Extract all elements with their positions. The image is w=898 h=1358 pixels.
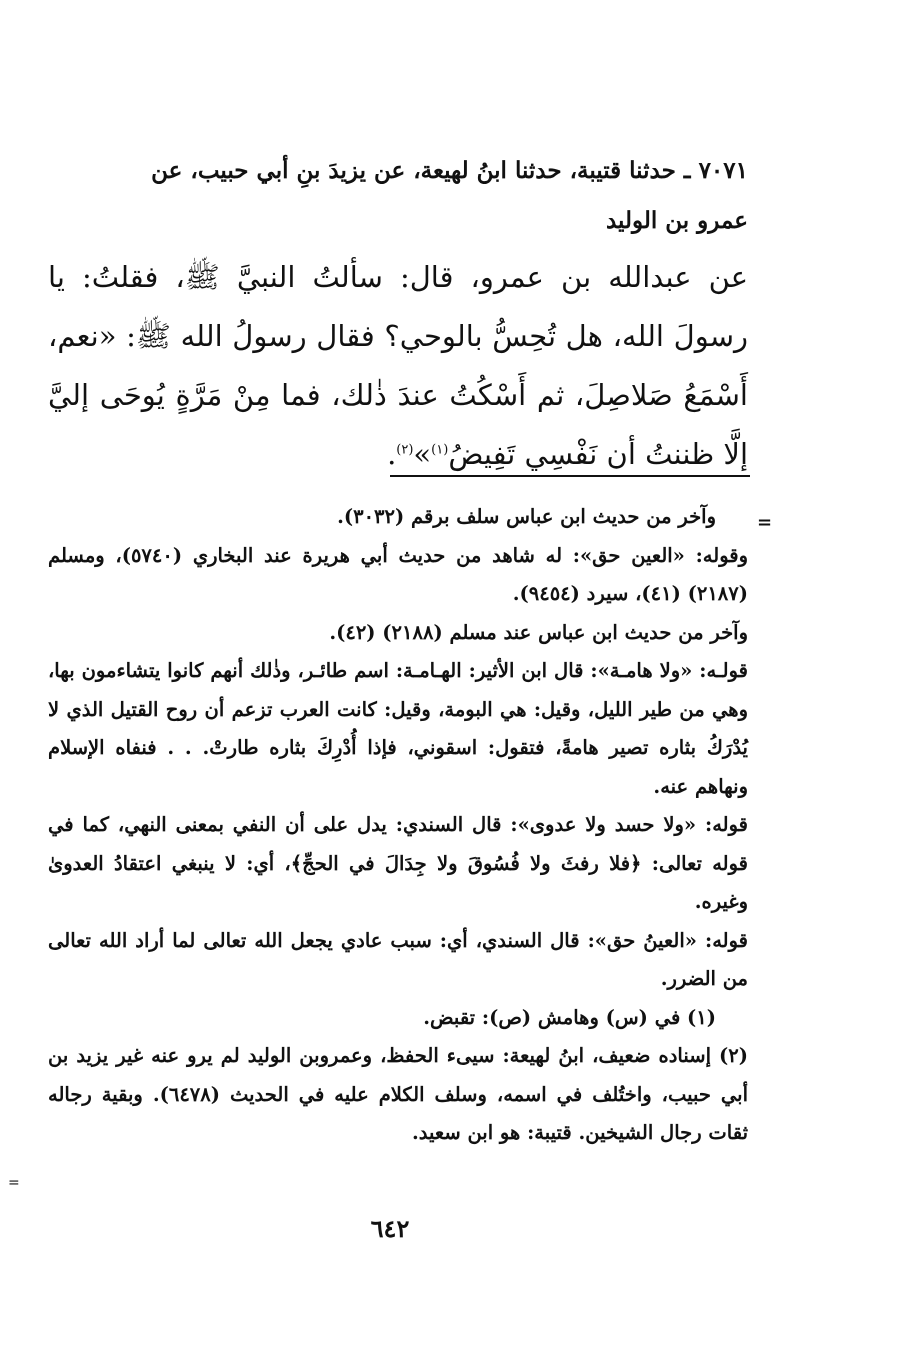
continuation-marker: = bbox=[757, 512, 773, 533]
hadith-text bbox=[48, 248, 748, 484]
note-paragraph: قوله: «العينُ حق»: قال السندي، أي: سبب عادي يجعل الله تعالى لما أراد الله تعالى من الضرر. bbox=[48, 928, 748, 990]
edge-mark: = bbox=[8, 1175, 20, 1191]
footnote-2: (٢) إسناده ضعيف، ابنُ لهيعة: سيىء الحفظ، وعمروبن الوليد لم يرو عنه غير يزيد بن أبي حبيب، واختُلف في اسمه، وسلف الكلام عليه في الحديث (٦٤٧٨). وبقية رجاله ثقات رجال الشيخين. قتيبة: هو ابن سعيد. bbox=[48, 1044, 748, 1144]
footnote-ref-2: (٢) bbox=[396, 442, 414, 458]
chain-line-2: عمرو بن الوليد bbox=[605, 207, 748, 234]
note-paragraph: قولـه: «ولا هامـة»: قال ابن الأثير: الهـامـة: اسم طائـر، وذٰلك أنهم كانوا يتشاءمون بها، وهي من طير الليل، وقيل: هي البومة، وقيل: كانت العرب تزعم أن روح القتيل الذي لا يُدْرَكُ بثاره تصير هامةً، فتقول: اسقوني، فإذا أُدْرِكَ بثاره طارتْ. . . فنفاه الإسلام ونهاهم عنه. bbox=[48, 659, 748, 798]
note-paragraph: وقوله: «العين حق»: له شاهد من حديث أبي هريرة عند البخاري (٥٧٤٠)، ومسلم (٢١٨٧) (٤١)، سيرد (٩٤٥٤). bbox=[48, 543, 749, 605]
footnotes bbox=[48, 498, 748, 1153]
hadith-body: عن عبدالله بن عمرو، قال: سألتُ النبيَّ ﷺ، فقلتُ: يا رسولَ الله، هل تُحِسُّ بالوحي؟ فقال رسولُ الله ﷺ: «نعم، أَسْمَعُ صَلاصِلَ، ثم أَسْكُتُ عندَ ذٰلك، فما مِنْ مَرَّةٍ يُوحَى إليَّ إلَّا ظننتُ أن نَفْسِي تَفِيضُ bbox=[48, 260, 748, 471]
page-number: ٦٤٢ bbox=[370, 1214, 410, 1243]
footnote-ref-1: (١) bbox=[431, 442, 449, 458]
note-paragraph: قوله: «ولا حسد ولا عدوى»: قال السندي: يدل على أن النفي بمعنى النهي، كما في قوله تعالى: ﴿فلا رفثَ ولا فُسُوقَ ولا جِدَالَ في الحجِّ﴾، أي: لا ينبغي اعتقادُ العدوىٰ وغيره. bbox=[48, 813, 748, 913]
note-paragraph: وآخر من حديث ابن عباس عند مسلم (٢١٨٨) (٤٢). bbox=[329, 620, 748, 644]
quote-close: » bbox=[413, 437, 432, 471]
hadith-chain bbox=[48, 146, 748, 246]
footnote-divider bbox=[390, 475, 750, 477]
chain-line-1: ـ حدثنا قتيبة، حدثنا ابنُ لهيعة، عن يزيدَ بنِ أبي حبيب، عن bbox=[151, 157, 691, 184]
hadith-number: ٧٠٧١ bbox=[698, 157, 748, 184]
footnote-1: (١) في (س) وهامش (ص): تقبض. bbox=[423, 1005, 716, 1029]
note-paragraph: وآخر من حديث ابن عباس سلف برقم (٣٠٣٢). bbox=[337, 505, 716, 528]
hadith-end: . bbox=[387, 437, 397, 471]
